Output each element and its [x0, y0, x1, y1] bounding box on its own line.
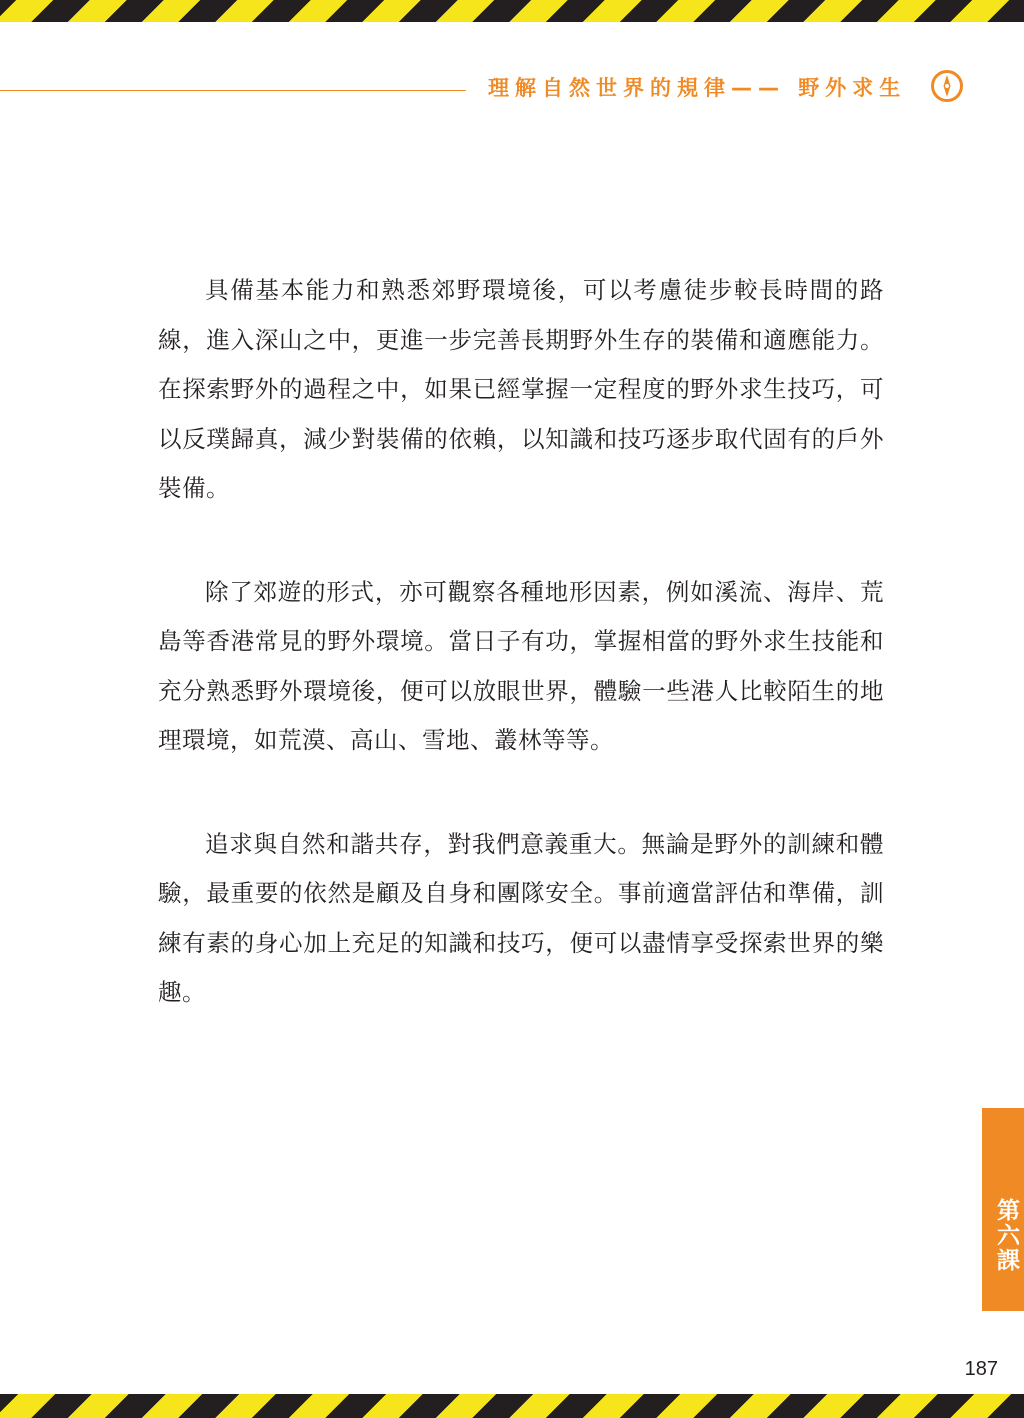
- running-header-title: 理解自然世界的規律—— 野外求生: [488, 76, 907, 100]
- compass-icon: [930, 69, 964, 103]
- chapter-tab-label: 第六課: [993, 1198, 1019, 1273]
- hazard-stripe-bottom: [0, 1394, 1024, 1418]
- paragraph-3: 追求與自然和諧共存，對我們意義重大。無論是野外的訓練和體驗，最重要的依然是顧及自身和團隊安全。事前適當評估和準備，訓練有素的身心加上充足的知識和技巧，便可以盡情享受探索世界的樂趣。: [158, 829, 884, 1006]
- chapter-tab: [982, 1108, 1024, 1311]
- header-rule: [0, 90, 466, 91]
- body-text: [158, 266, 884, 1018]
- paragraph-2: 除了郊遊的形式，亦可觀察各種地形因素，例如溪流、海岸、荒島等香港常見的野外環境。當日子有功，掌握相當的野外求生技能和充分熟悉野外環境後，便可以放眼世界，體驗一些港人比較陌生的地理環境，如荒漠、高山、雪地、叢林等等。: [158, 577, 884, 754]
- hazard-stripe-top: [0, 0, 1024, 22]
- page-number: 187: [964, 1358, 998, 1380]
- paragraph-1: 具備基本能力和熟悉郊野環境後，可以考慮徒步較長時間的路線，進入深山之中，更進一步完善長期野外生存的裝備和適應能力。在探索野外的過程之中，如果已經掌握一定程度的野外求生技巧，可以反璞歸真，減少對裝備的依賴，以知識和技巧逐步取代固有的戶外裝備。: [158, 276, 884, 502]
